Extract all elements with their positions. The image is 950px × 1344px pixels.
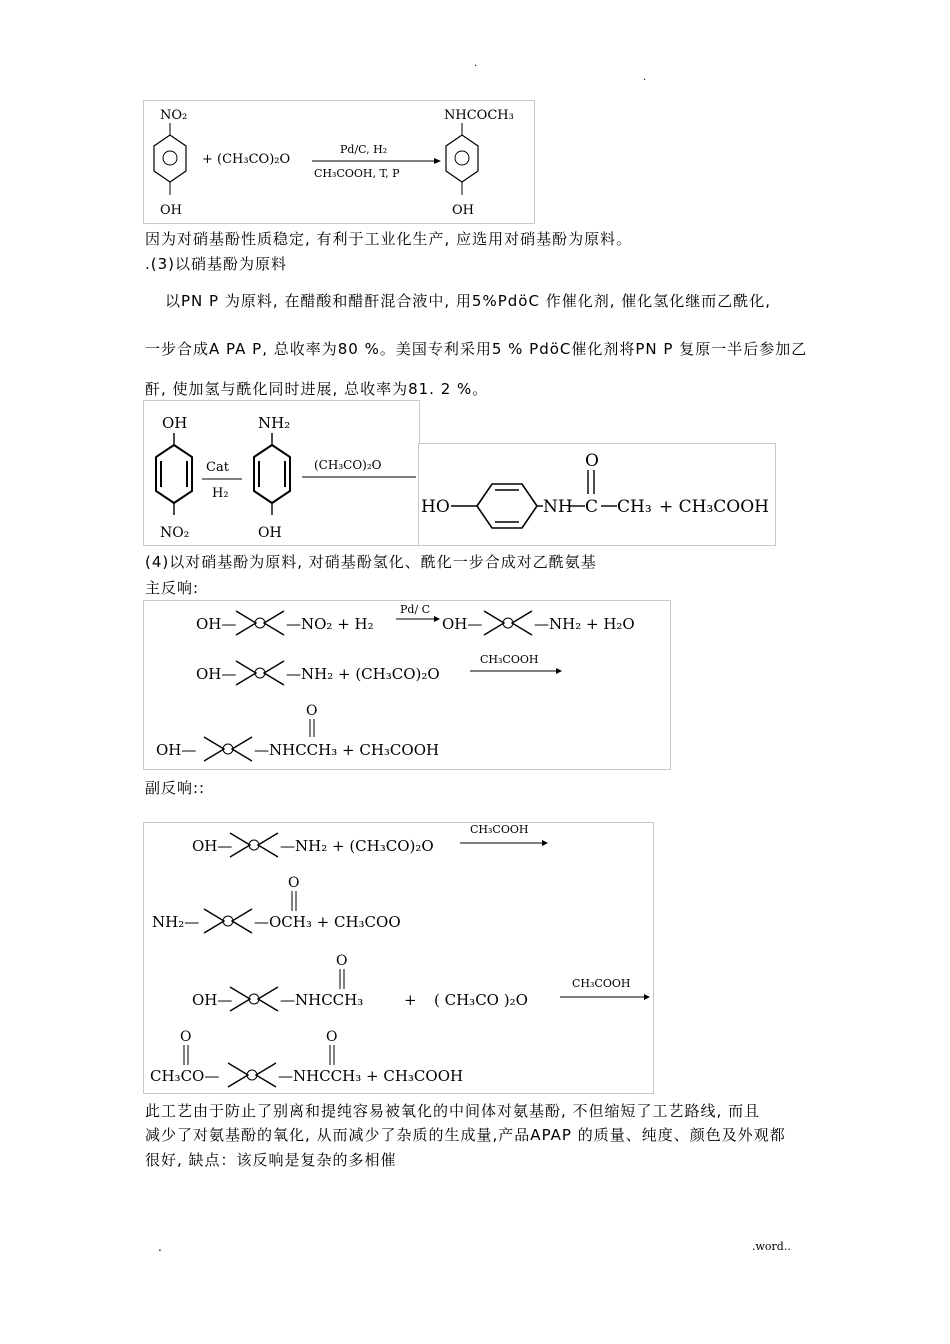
paragraph-3-line-3: 很好, 缺点：该反响是复杂的多相催 [145, 1151, 397, 1169]
main-l3-o: O [306, 703, 318, 719]
scheme-2-c: C [585, 497, 599, 517]
scheme-2-oh-bottom: OH [258, 525, 282, 541]
paragraph-2-line-2: 一步合成A PA P, 总收率为80 %。美国专利采用5 % PdöC催化剂将PN P 复原一半后参加乙 [145, 340, 808, 358]
side-reaction-figure [143, 822, 654, 1094]
scheme-1-svg [144, 101, 534, 223]
side-s3-rest: —NHCCH₃ [280, 991, 364, 1009]
scheme-1-bottom-right: OH [452, 203, 474, 218]
scheme-1-bottom-left: OH [160, 203, 182, 218]
scheme-2-no2: NO₂ [160, 525, 190, 541]
main-reaction-figure [143, 600, 671, 770]
footer-right: .word.. [752, 1240, 791, 1253]
footer-left: . [158, 1240, 162, 1254]
aromatic-circle-icon [163, 151, 177, 165]
scheme-1-arrow-top: Pd/C, H₂ [340, 143, 388, 156]
ring-bonds-icon [236, 661, 284, 685]
side-reaction-svg [144, 823, 653, 1093]
side-s3-cat: CH₃COOH [572, 977, 631, 990]
side-s4-rest: —NHCCH₃ + CH₃COOH [278, 1067, 464, 1085]
side-s2-nh2: NH₂— [152, 913, 200, 931]
scheme-1-figure [143, 100, 535, 224]
header-dot: . [474, 58, 478, 69]
main-l1-no2: —NO₂ + H₂ [286, 615, 374, 633]
scheme-2-oh-top: OH [162, 414, 188, 432]
side-s1-oh: OH— [192, 837, 233, 855]
ring-bonds-icon [236, 611, 284, 635]
main-l2-oh: OH— [196, 665, 237, 683]
side-s3-oh: OH— [192, 991, 233, 1009]
ring-bonds-icon [204, 909, 252, 933]
side-s4-o2: O [326, 1029, 338, 1045]
ring-bonds-icon [230, 833, 278, 857]
main-l3-oh: OH— [156, 741, 197, 759]
side-s1-cat: CH₃COOH [470, 823, 529, 836]
section-heading-4: (4)以对硝基酚为原料, 对硝基酚氢化、酰化一步合成对乙酰氨基 [145, 553, 597, 571]
header-dot: . [643, 72, 647, 83]
benzene-ring-icon [446, 135, 478, 182]
ring-bonds-icon [230, 987, 278, 1011]
scheme-2-acid: + CH₃COOH [659, 497, 770, 517]
arrow-head-icon [542, 840, 548, 846]
scheme-1-top-right: NHCOCH₃ [444, 108, 514, 123]
main-l1-cat: Pd/ C [400, 603, 431, 616]
scheme-2-right-svg [419, 444, 775, 545]
paragraph-3-line-1: 此工艺由于防止了别离和提纯容易被氧化的中间体对氨基酚, 不但缩短了工艺路线, 而且 [145, 1102, 761, 1120]
side-s2-o: O [288, 875, 300, 891]
scheme-2-ch3: CH₃ [617, 497, 652, 517]
main-l2-nh2: —NH₂ + (CH₃CO)₂O [286, 665, 440, 683]
ring-bonds-icon [484, 611, 532, 635]
paragraph-3-line-2: 减少了对氨基酚的氧化, 从而减少了杂质的生成量,产品APAP 的质量、纯度、颜色及外观都 [145, 1126, 786, 1144]
scheme-2-left-svg [144, 401, 419, 545]
scheme-2-right-figure [418, 443, 776, 546]
main-l1-nh2: —NH₂ + H₂O [534, 615, 635, 633]
scheme-2-left-figure [143, 400, 420, 546]
scheme-2-ho: HO [421, 497, 450, 517]
scheme-2-nh: NH [543, 497, 573, 517]
scheme-2-o: O [585, 451, 599, 471]
main-l1-oh: OH— [196, 615, 237, 633]
scheme-2-reagent: (CH₃CO)₂O [314, 458, 382, 472]
scheme-2-h2: H₂ [212, 486, 229, 501]
paragraph-2-line-1: 以PN P 为原料, 在醋酸和醋酐混合液中, 用5%PdöC 作催化剂, 催化氢化继而乙酰化, [165, 292, 772, 310]
side-s4-left: CH₃CO— [150, 1067, 220, 1085]
side-s3-plus: + [404, 991, 417, 1009]
ring-bonds-icon [228, 1063, 276, 1087]
scheme-2-cat: Cat [206, 460, 229, 475]
side-s3-reagent: ( CH₃CO )₂O [434, 991, 528, 1009]
arrow-head-icon [434, 158, 441, 164]
benzene-ring-icon [154, 135, 186, 182]
side-s3-o: O [336, 953, 348, 969]
arrow-head-icon [434, 616, 440, 622]
main-l2-cat: CH₃COOH [480, 653, 539, 666]
side-s2-rest: —OCH₃ + CH₃COO [254, 913, 401, 931]
main-reaction-label: 主反响: [145, 579, 200, 597]
scheme-1-top-left: NO₂ [160, 108, 188, 123]
aromatic-circle-icon [455, 151, 469, 165]
scheme-1-arrow-bottom: CH₃COOH, T, P [314, 167, 400, 180]
paragraph-2-line-3: 酐, 使加氢与酰化同时进展, 总收率为81. 2 %。 [145, 380, 489, 398]
main-l3-rest: —NHCCH₃ + CH₃COOH [254, 741, 440, 759]
side-reaction-label: 副反响:: [145, 779, 206, 797]
arrow-head-icon [556, 668, 562, 674]
scheme-2-nh2-top: NH₂ [258, 414, 291, 432]
ring-bonds-icon [204, 737, 252, 761]
side-s4-o1: O [180, 1029, 192, 1045]
scheme-1-reagent: + (CH₃CO)₂O [202, 152, 291, 167]
paragraph-1: 因为对硝基酚性质稳定, 有利于工业化生产, 应选用对硝基酚为原料。 [145, 230, 633, 248]
section-heading-3: .(3)以硝基酚为原料 [145, 255, 288, 273]
main-l1-oh2: OH— [442, 615, 483, 633]
arrow-head-icon [644, 994, 650, 1000]
side-s1-rest: —NH₂ + (CH₃CO)₂O [280, 837, 434, 855]
main-reaction-svg [144, 601, 670, 769]
